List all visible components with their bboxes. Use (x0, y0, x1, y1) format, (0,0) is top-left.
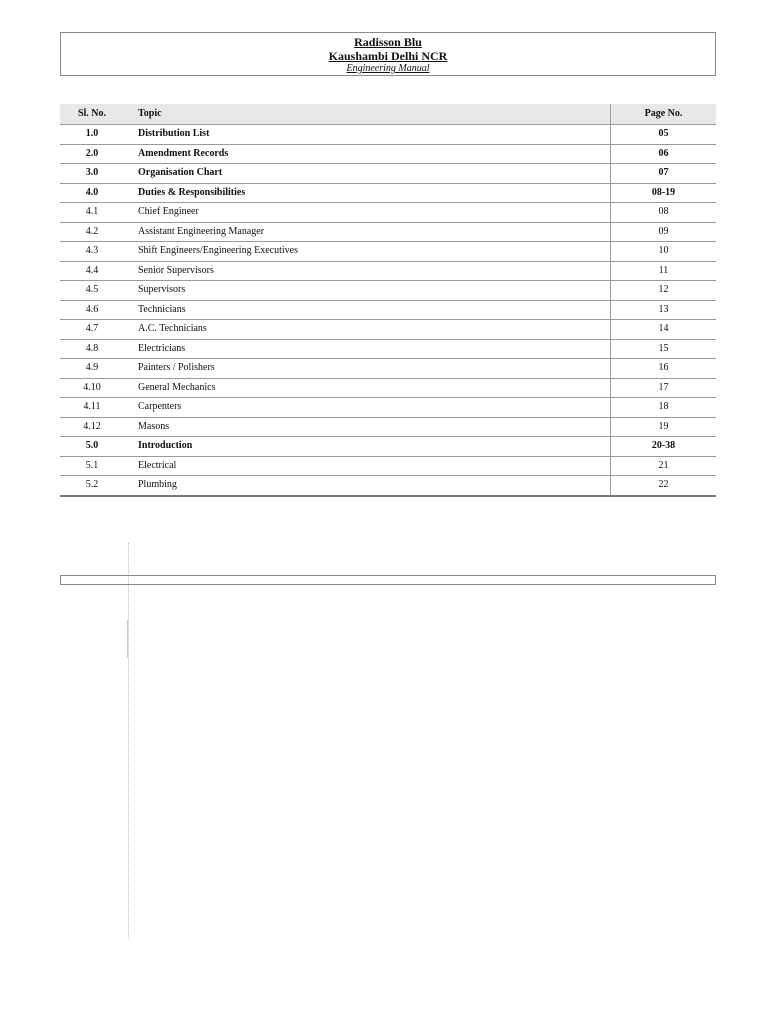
toc-sl-no-cell: 4.12 (60, 417, 124, 437)
column-header-topic: Topic (124, 104, 611, 125)
toc-page-cell: 15 (611, 339, 717, 359)
table-row (60, 320, 716, 340)
toc-topic-cell: Technicians (124, 300, 611, 320)
toc-page-cell: 11 (611, 261, 717, 281)
toc-page-cell: 05 (611, 125, 717, 145)
toc-sl-no-cell: 5.1 (60, 456, 124, 476)
toc-sl-no-cell: 4.6 (60, 300, 124, 320)
table-row (60, 183, 716, 203)
toc-page-cell: 14 (611, 320, 717, 340)
toc-page-cell: 10 (611, 242, 717, 262)
toc-sl-no-cell: 4.5 (60, 281, 124, 301)
toc-topic-cell: Supervisors (124, 281, 611, 301)
table-row (60, 203, 716, 223)
document-header (60, 32, 716, 76)
toc-page-cell: 19 (611, 417, 717, 437)
table-of-contents (60, 104, 716, 497)
toc-sl-no-cell: 2.0 (60, 144, 124, 164)
toc-page-cell: 09 (611, 222, 717, 242)
toc-sl-no-cell: 4.1 (60, 203, 124, 223)
toc-sl-no-cell: 4.8 (60, 339, 124, 359)
table-row (60, 281, 716, 301)
toc-sl-no-cell: 4.2 (60, 222, 124, 242)
toc-page-cell: 17 (611, 378, 717, 398)
toc-page-cell: 13 (611, 300, 717, 320)
toc-topic-cell: Chief Engineer (124, 203, 611, 223)
toc-sl-no-cell: 4.3 (60, 242, 124, 262)
toc-topic-cell: Duties & Responsibilities (124, 183, 611, 203)
hotel-name: Radisson Blu (354, 35, 422, 49)
toc-page-cell: 06 (611, 144, 717, 164)
toc-topic-cell: Carpenters (124, 398, 611, 418)
toc-topic-cell: Electrical (124, 456, 611, 476)
toc-topic-cell: Amendment Records (124, 144, 611, 164)
column-header-page-no: Page No. (611, 104, 717, 125)
table-row (60, 378, 716, 398)
table-row (60, 359, 716, 379)
toc-sl-no-cell: 4.7 (60, 320, 124, 340)
toc-sl-no-cell: 4.10 (60, 378, 124, 398)
margin-guide-mark (127, 620, 128, 658)
table-row (60, 125, 716, 145)
toc-page-cell: 21 (611, 456, 717, 476)
toc-topic-cell: Shift Engineers/Engineering Executives (124, 242, 611, 262)
toc-sl-no-cell: 3.0 (60, 164, 124, 184)
toc-page-cell: 12 (611, 281, 717, 301)
table-row (60, 144, 716, 164)
toc-topic-cell: Distribution List (124, 125, 611, 145)
column-header-sl-no: Sl. No. (60, 104, 124, 125)
table-row (60, 261, 716, 281)
toc-sl-no-cell: 1.0 (60, 125, 124, 145)
margin-guide-line (128, 543, 129, 938)
table-row (60, 476, 716, 496)
toc-header-row (60, 104, 716, 125)
toc-body (60, 125, 716, 496)
toc-topic-cell: Introduction (124, 437, 611, 457)
toc-topic-cell: Electricians (124, 339, 611, 359)
table-row (60, 437, 716, 457)
hotel-location: Kaushambi Delhi NCR (328, 49, 448, 63)
toc-topic-cell: Assistant Engineering Manager (124, 222, 611, 242)
toc-sl-no-cell: 5.2 (60, 476, 124, 496)
toc-page-cell: 08 (611, 203, 717, 223)
toc-topic-cell: Painters / Polishers (124, 359, 611, 379)
toc-topic-cell: Masons (124, 417, 611, 437)
table-row (60, 456, 716, 476)
toc-sl-no-cell: 4.0 (60, 183, 124, 203)
table-row (60, 242, 716, 262)
toc-page-cell: 18 (611, 398, 717, 418)
table-row (60, 398, 716, 418)
table-row (60, 300, 716, 320)
toc-page-cell: 08-19 (611, 183, 717, 203)
toc-sl-no-cell: 4.9 (60, 359, 124, 379)
empty-section-box (60, 575, 716, 585)
toc-page-cell: 22 (611, 476, 717, 496)
table-row (60, 164, 716, 184)
manual-title: Engineering Manual (346, 63, 430, 74)
toc-sl-no-cell: 4.11 (60, 398, 124, 418)
toc-topic-cell: Organisation Chart (124, 164, 611, 184)
toc-topic-cell: A.C. Technicians (124, 320, 611, 340)
table-row (60, 417, 716, 437)
toc-page-cell: 16 (611, 359, 717, 379)
toc-sl-no-cell: 5.0 (60, 437, 124, 457)
toc-topic-cell: General Mechanics (124, 378, 611, 398)
toc-sl-no-cell: 4.4 (60, 261, 124, 281)
toc-topic-cell: Senior Supervisors (124, 261, 611, 281)
table-row (60, 339, 716, 359)
toc-topic-cell: Plumbing (124, 476, 611, 496)
toc-page-cell: 07 (611, 164, 717, 184)
toc-page-cell: 20-38 (611, 437, 717, 457)
table-row (60, 222, 716, 242)
